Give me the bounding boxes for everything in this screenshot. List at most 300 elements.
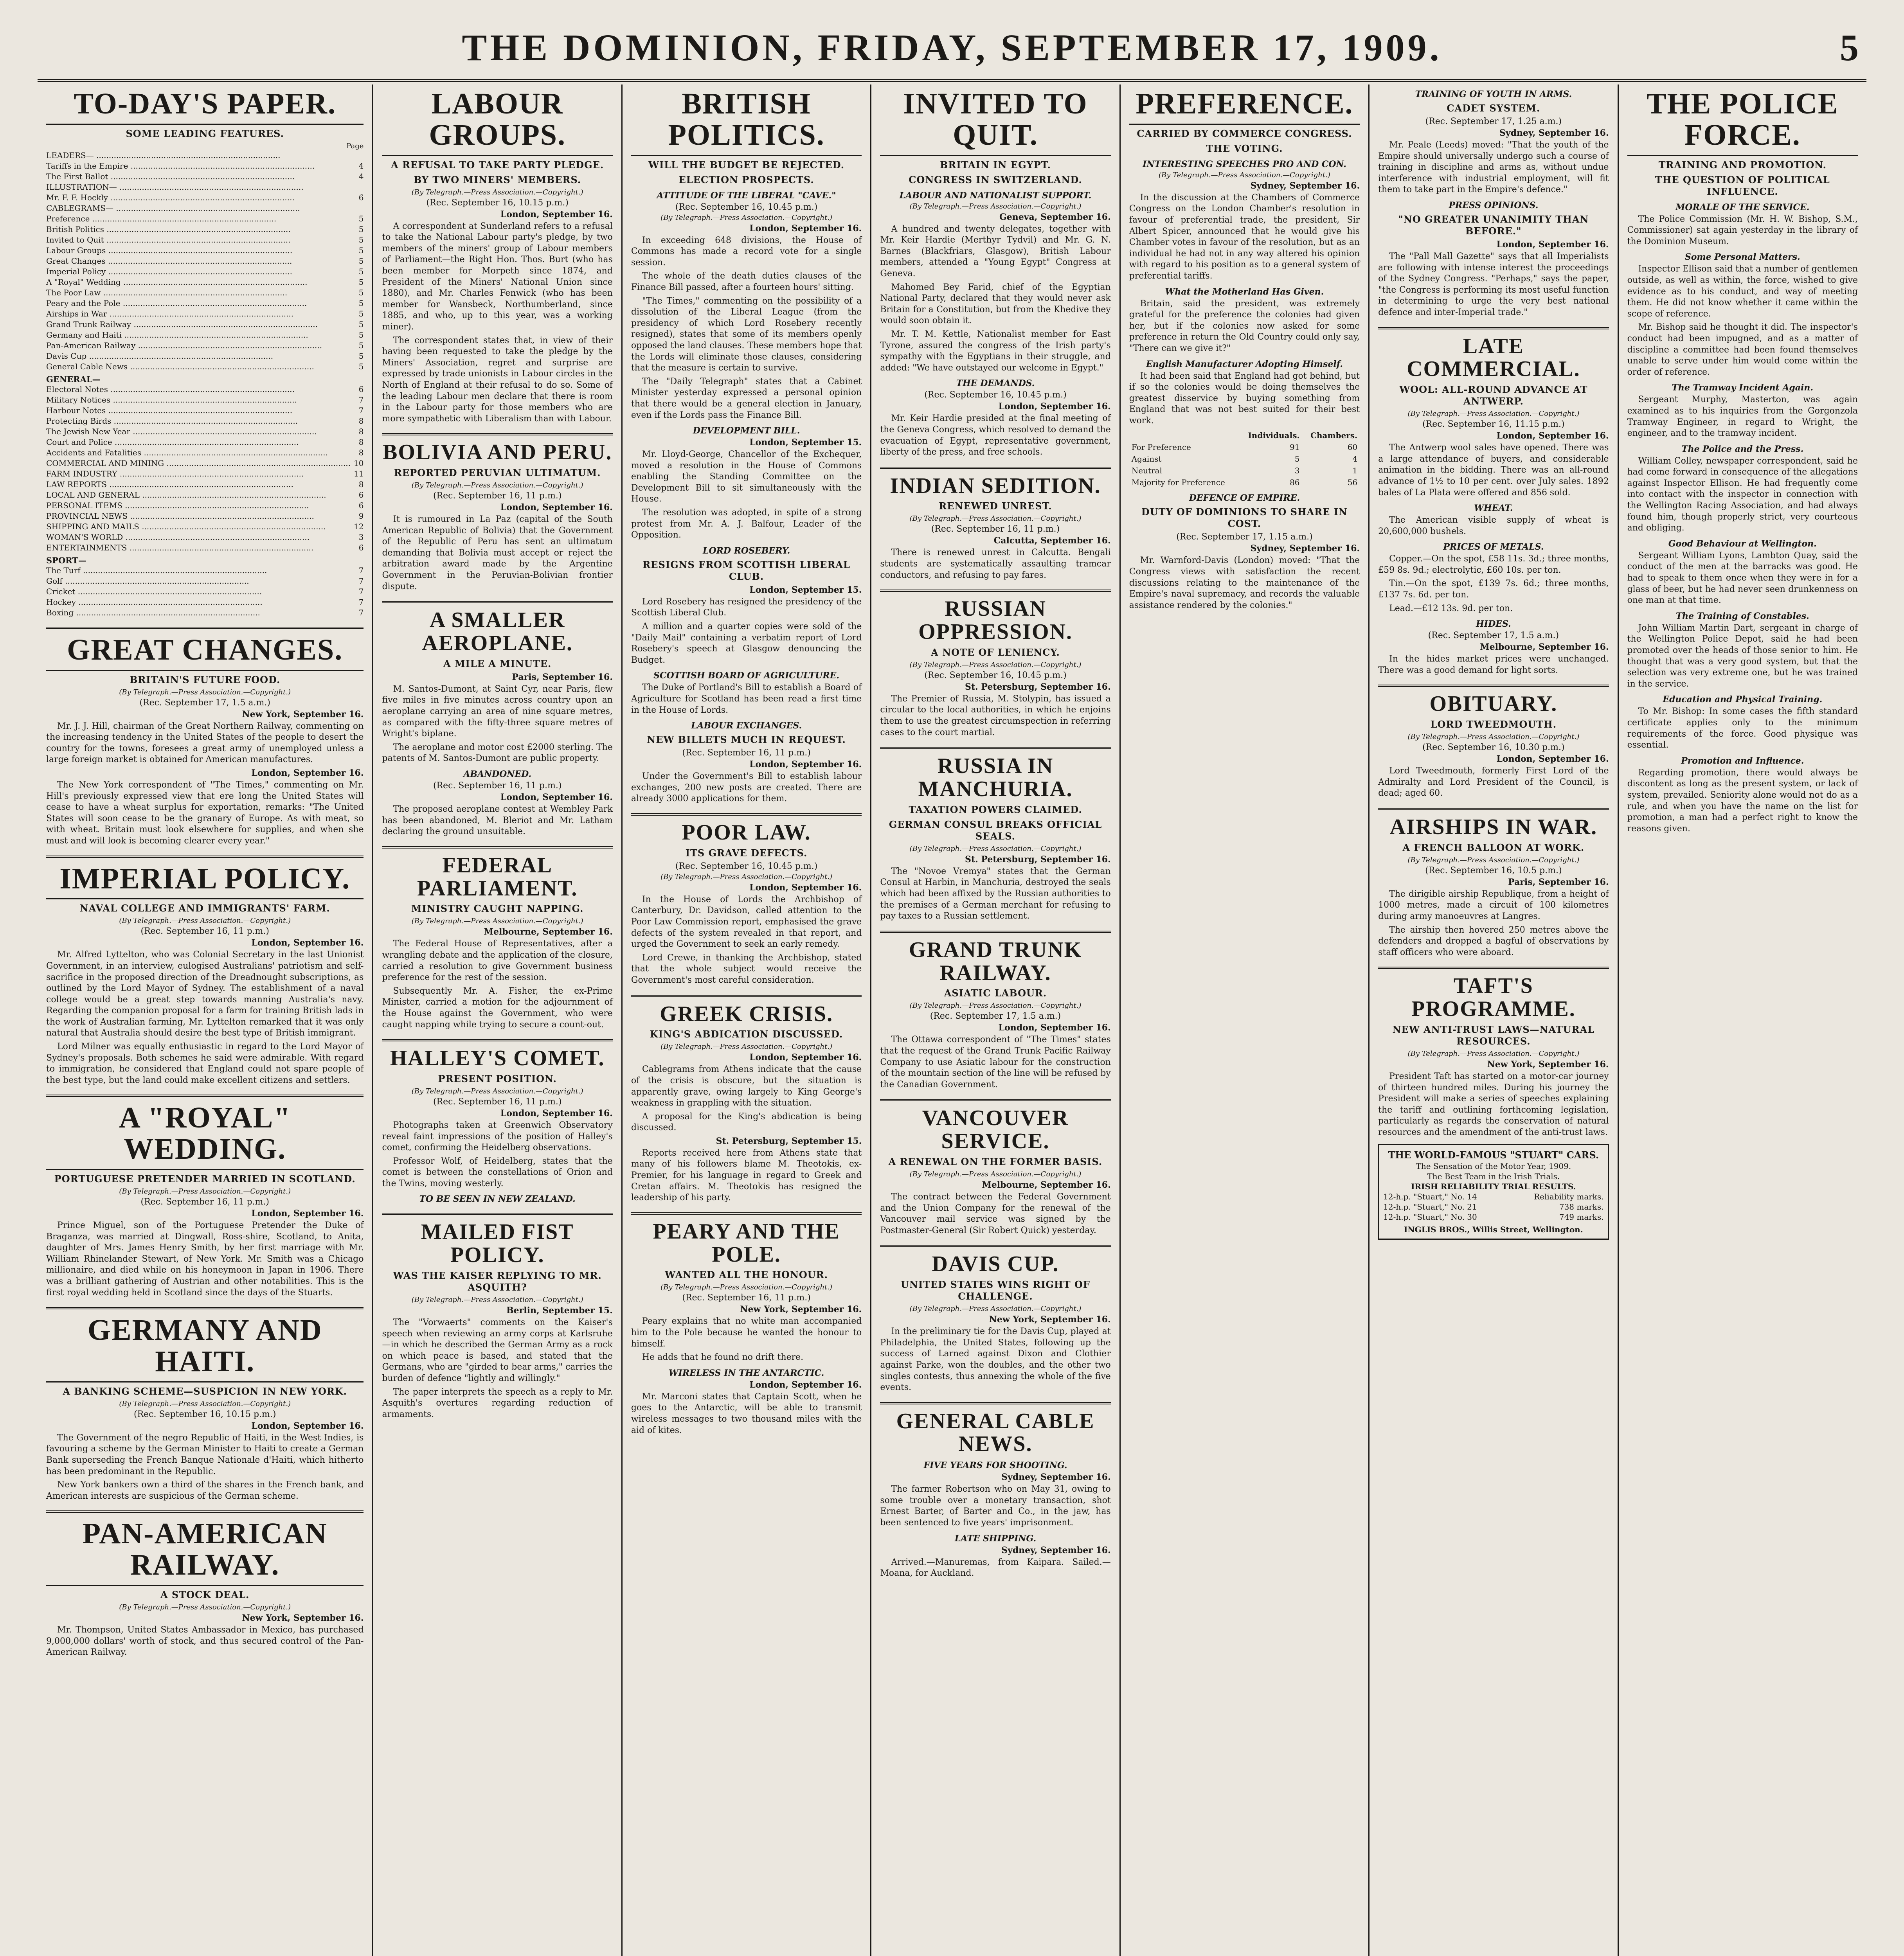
article-dateline: London, September 15. — [749, 437, 862, 448]
article-heading: INVITED TO QUIT. — [880, 88, 1110, 156]
toc-entry-page: 6 — [358, 543, 364, 552]
article-body: Subsequently Mr. A. Fisher, the ex-Prime Minister, carried a motion for the adjournment of the House against the Government, who were caught napping while trying to secure a count-out. — [382, 986, 613, 1030]
article-body: John William Martin Dart, sergeant in charge of the Wellington Police Depot, said he had been promoted over the heads of those senior to him. He thought that was a very good system, but that the selection was very extreme one, but he was trained in the service. — [1627, 623, 1858, 689]
article-dateline: London, September 16. — [749, 1379, 862, 1390]
divider — [631, 813, 862, 816]
toc-entry — [46, 511, 364, 521]
article-paragraph-head: LABOUR AND NATIONALIST SUPPORT. — [899, 190, 1092, 201]
toc-entry-label: Grand Trunk Railway ..... — [46, 319, 356, 330]
article-dateline: London, September 15. — [749, 584, 862, 595]
toc-entry-label: Labour Groups ..... — [46, 245, 356, 256]
toc-entry — [46, 309, 364, 319]
toc-entry — [46, 500, 364, 511]
article-dateline: London, September 16. — [749, 882, 862, 893]
article-heading: POOR LAW. — [682, 820, 811, 845]
vote-label: Against — [1131, 454, 1162, 464]
article-byline: (By Telegraph.—Press Association.—Copyright.) — [411, 1296, 583, 1304]
article-received: (Rec. September 16, 11 p.m.) — [433, 1097, 562, 1107]
toc-entry — [46, 214, 364, 224]
article-dateline: St. Petersburg, September 15. — [716, 1136, 862, 1146]
todays-paper-page-label: Page — [346, 142, 364, 150]
article-body: "The Times," commenting on the possibility of a dissolution of the Liberal League (from the presidency of which Lord Rosebery recently resigned), states that some of its members openly opposed the land clauses. These members hope that the Lords will eliminate those clauses, considering that the measure is certain to survive. — [631, 296, 862, 373]
article-byline: (By Telegraph.—Press Association.—Copyright.) — [909, 1170, 1082, 1178]
toc-entry — [46, 182, 364, 192]
article-subheading: NEW ANTI-TRUST LAWS—NATURAL RESOURCES. — [1392, 1023, 1595, 1047]
toc-entry-page: 7 — [358, 565, 364, 575]
article-subheading: A REFUSAL TO TAKE PARTY PLEDGE. — [391, 159, 604, 171]
toc-sections — [46, 458, 364, 553]
toc-entry-page: 8 — [358, 416, 364, 426]
divider — [880, 1402, 1110, 1404]
toc-entry-label: ILLUSTRATION— ..... — [46, 182, 360, 192]
article-body: The Antwerp wool sales have opened. There was a large attendance of buyers, and considerable animation in the bidding. There was an all-round advance of 1½ to 10 per cent. over July sales. 1892 bales of La Plata were offered and 856 sold. — [1378, 443, 1609, 498]
article-dateline: New York, September 16. — [740, 1304, 862, 1315]
toc-entry-page: 5 — [358, 288, 364, 297]
article-received: (Rec. September 16, 10.5 p.m.) — [1425, 865, 1562, 876]
toc-entry-label: Tariffs in the Empire ..... — [46, 161, 356, 171]
article-paragraph-head: ATTITUDE OF THE LIBERAL "CAVE." — [657, 190, 836, 201]
article-subheading: LORD TWEEDMOUTH. — [1430, 719, 1557, 730]
article-dateline: Sydney, September 16. — [1499, 128, 1609, 138]
article-dateline: London, September 16. — [749, 223, 862, 234]
article-body: A million and a quarter copies were sold of the "Daily Mail" containing a verbatim report of Lord Rosebery's speech at Glasgow denouncing the Budget. — [631, 622, 862, 665]
article-heading: GERMANY AND HAITI. — [46, 1315, 364, 1383]
article-byline: (By Telegraph.—Press Association.—Copyright.) — [119, 1399, 291, 1408]
divider — [1378, 685, 1609, 687]
toc-entry-label: PERSONAL ITEMS ..... — [46, 500, 356, 511]
toc-entry — [46, 576, 364, 586]
toc-entry-label: Pan-American Railway ..... — [46, 340, 356, 351]
toc-entry-label: The Poor Law ..... — [46, 288, 356, 298]
article-body: The Police Commission (Mr. H. W. Bishop, S.M., Commissioner) sat again yesterday in the library of the Dominion Museum. — [1627, 214, 1858, 246]
article-subheading: WAS THE KAISER REPLYING TO MR. ASQUITH? — [393, 1270, 602, 1293]
article-body: In the discussion at the Chambers of Commerce Congress on the London Chamber's resolution in favour of preferential trade, the president, Sir Albert Spicer, announced that he would give his Chamber votes in favour of the resolution, but as an individual he had not in any way altered his opinion with regard to his position as to a general system of preferential tariffs. — [1129, 192, 1360, 281]
article-heading: PEARY AND THE POLE. — [653, 1219, 840, 1267]
article-subheading: NEW BILLETS MUCH IN REQUEST. — [647, 734, 846, 746]
article-dateline: Melbourne, September 16. — [484, 927, 613, 937]
article-subheading: REPORTED PERUVIAN ULTIMATUM. — [394, 467, 601, 479]
article-paragraph-head: English Manufacturer Adopting Himself. — [1146, 359, 1343, 369]
article-received: (Rec. September 17, 1.5 a.m.) — [1428, 631, 1559, 641]
toc-entry-page: 5 — [358, 340, 364, 350]
article-subheading: ITS GRAVE DEFECTS. — [685, 847, 808, 859]
article-dateline: London, September 16. — [251, 938, 364, 948]
article-dateline: Berlin, September 15. — [506, 1305, 613, 1316]
article-heading: RUSSIA IN MANCHURIA. — [918, 754, 1073, 802]
article-paragraph-head: PRESS OPINIONS. — [1449, 200, 1539, 210]
vote-rows — [1129, 441, 1360, 488]
toc-entry-label: Protecting Birds ..... — [46, 416, 356, 426]
article-byline: (By Telegraph.—Press Association.—Copyright.) — [660, 213, 833, 222]
article-received: (Rec. September 16, 10.45 p.m.) — [675, 202, 818, 212]
vote-count: 5 — [1294, 454, 1300, 464]
article-body: Mr. T. M. Kettle, Nationalist member for East Tyrone, assured the congress of the Irish party's sympathy with the Egyptians in their struggle, and added: "We have outstayed our welcome in Egypt." — [880, 329, 1111, 373]
article-body: The "Daily Telegraph" states that a Cabinet Minister yesterday expressed a personal opinion that there would be a general election in January, even if the Lords pass the Finance Bill. — [631, 376, 862, 420]
vote-count: 3 — [1294, 466, 1300, 476]
vote-table — [1129, 430, 1360, 488]
article-heading: PAN-AMERICAN RAILWAY. — [46, 1518, 364, 1586]
article-body: The correspondent states that, in view of their having been requested to take the pledge by the Miners' Association, regret and surprise are expressed by trade unionists in Labour circles in the North of England at their refusal to do so. Some of the leading Labour men declare that there is room in the Labour party for those members who are more sympathetic with Liberalism than with Labour. — [382, 335, 613, 424]
article-heading: LABOUR GROUPS. — [382, 88, 612, 156]
divider — [880, 590, 1110, 592]
toc-entry-label: A "Royal" Wedding ..... — [46, 277, 356, 288]
article-dateline: London, September 16. — [749, 1052, 862, 1063]
article-byline: (By Telegraph.—Press Association.—Copyright.) — [119, 1603, 291, 1611]
article-body: The airship then hovered 250 metres above the defenders and dropped a bagful of observations by staff officers who were aboard. — [1378, 925, 1609, 957]
article-heading: LATE COMMERCIAL. — [1407, 334, 1580, 381]
article-subheading: CARRIED BY COMMERCE CONGRESS. — [1137, 128, 1352, 139]
divider — [46, 856, 364, 858]
article-subheading: CONGRESS IN SWITZERLAND. — [909, 174, 1082, 185]
toc-entry — [46, 543, 364, 553]
toc-entry — [46, 266, 364, 277]
article-body: To Mr. Bishop: In some cases the fifth standard certificate applies only to the minimum requirements of the force. Good physique was essential. — [1627, 707, 1858, 750]
toc-entry-label: The First Ballot ..... — [46, 171, 356, 182]
toc-entry — [46, 521, 364, 532]
article-paragraph-head: DEFENCE OF EMPIRE. — [1189, 493, 1300, 503]
article-dateline: London, September 16. — [998, 401, 1111, 412]
vote-label: Majority for Preference — [1131, 478, 1225, 487]
article-received: (Rec. September 16, 10.45 p.m.) — [924, 390, 1067, 400]
article-heading: MAILED FIST POLICY. — [421, 1220, 574, 1267]
article-body: The resolution was adopted, in spite of a strong protest from Mr. A. J. Balfour, Leader of the Opposition. — [631, 508, 862, 540]
article-dateline: London, September 16. — [500, 792, 613, 802]
vote-count: 91 — [1290, 442, 1300, 452]
article-body: The aeroplane and motor cost £2000 sterling. The patents of M. Santos-Dumont are public property. — [382, 742, 613, 764]
toc-entry-page: 5 — [358, 351, 364, 361]
vote-count: 86 — [1290, 478, 1300, 487]
todays-paper-heading: TO-DAY'S PAPER. — [46, 88, 364, 125]
article-body: Mr. Warnford-Davis (London) moved: "That the Congress views with satisfaction the recent discussions relating to the maintenance of the Empire's naval supremacy, and records the valuable assistance rendered by the colonies." — [1129, 556, 1360, 610]
toc-entry-label: SHIPPING AND MAILS ..... — [46, 521, 351, 532]
toc-entry-page: 5 — [358, 256, 364, 266]
article-body: Inspector Ellison said that a number of gentlemen outside, as well as within, the force, wished to give evidence as to his conduct, and way of meeting them. He did not know whether it came within the scope of reference. — [1627, 264, 1858, 319]
article-subheading: THE QUESTION OF POLITICAL INFLUENCE. — [1655, 174, 1830, 197]
article-subheading: UNITED STATES WINS RIGHT OF CHALLENGE. — [901, 1279, 1090, 1302]
toc-entry — [46, 192, 364, 203]
article-body: The New York correspondent of "The Times," commenting on Mr. Hill's previously expressed view that ere long the United States will cease to have a wheat surplus for exportation, remarks: "The United States will soon cease to be the granary of Europe. As with meat, so with wheat. Britain must look elsewhere for supplies, and when she must and will look is becoming clearer every year." — [46, 780, 364, 846]
toc-entry — [46, 469, 364, 479]
divider — [46, 1307, 364, 1309]
article-subheading: A NOTE OF LENIENCY. — [931, 646, 1060, 658]
masthead-title: THE DOMINION, FRIDAY, SEPTEMBER 17, 1909. — [462, 26, 1442, 68]
article-received: (Rec. September 17, 1.25 a.m.) — [1425, 117, 1562, 126]
article-byline: (By Telegraph.—Press Association.—Copyright.) — [119, 688, 291, 696]
article-dateline: London, September 16. — [1496, 239, 1609, 250]
article-subheading: ELECTION PROSPECTS. — [678, 174, 814, 185]
ad-marks: 738 marks. — [1559, 1202, 1604, 1212]
article-heading: THE POLICE FORCE. — [1627, 88, 1858, 156]
toc-entry-label: Airships in War ..... — [46, 309, 356, 319]
toc-entry — [46, 490, 364, 500]
toc-entry-page: 7 — [358, 608, 364, 617]
toc-entry-label: Hockey ..... — [46, 597, 356, 608]
ad-rows — [1383, 1192, 1603, 1222]
toc-entry-label: LOCAL AND GENERAL ..... — [46, 490, 356, 500]
column-2 — [373, 84, 622, 1956]
article-subheading: TRAINING AND PROMOTION. — [1658, 159, 1827, 171]
ad-marks: Reliability marks. — [1534, 1192, 1604, 1201]
toc-entry-page: 5 — [358, 319, 364, 329]
article-byline: (By Telegraph.—Press Association.—Copyright.) — [909, 202, 1082, 210]
article-dateline: Sydney, September 16. — [1250, 180, 1360, 191]
article-heading: GRAND TRUNK RAILWAY. — [909, 937, 1082, 985]
article-dateline: London, September 16. — [998, 1023, 1111, 1033]
toc-entry-page: 6 — [358, 500, 364, 510]
article-byline: (By Telegraph.—Press Association.—Copyright.) — [1407, 733, 1580, 741]
article-paragraph-head: WIRELESS IN THE ANTARCTIC. — [668, 1368, 824, 1378]
toc-entry-label: General Cable News ..... — [46, 361, 356, 372]
article-body: Mr. Peale (Leeds) moved: "That the youth of the Empire should universally undergo such a course of training in discipline and arms as, without undue interference with industrial employment, will fit them to take part in the Empire's defence." — [1378, 140, 1609, 195]
article-body: A correspondent at Sunderland refers to a refusal to take the National Labour party's pledge, by two members of the miners' group of Labour members of Parliament—the Right Hon. Thos. Burt (who has been member for Morpeth since 1874, and President of the Miners' National Union since 1880), and Mr. Charles Fenwick (who has been member for Wansbeck, Northumberland, since 1885, and who, up to this year, was a working miner). — [382, 221, 613, 332]
divider — [382, 1039, 612, 1041]
toc-entry-label: COMMERCIAL AND MINING ..... — [46, 458, 351, 469]
vote-row — [1129, 453, 1360, 465]
article-received: (Rec. September 16, 11 p.m.) — [433, 780, 562, 791]
vote-col-header: Individuals. — [1248, 431, 1300, 440]
toc-entry-label: CABLEGRAMS— ..... — [46, 203, 360, 214]
toc-entry-page: 5 — [358, 330, 364, 340]
stuart-cars-advertisement — [1378, 1144, 1609, 1240]
article-subheading: A MILE A MINUTE. — [443, 658, 552, 669]
toc-entry — [46, 245, 364, 256]
toc-entry-label: Golf ..... — [46, 576, 356, 586]
article-byline: (By Telegraph.—Press Association.—Copyright.) — [909, 1001, 1082, 1010]
article-subheading: RENEWED UNREST. — [939, 500, 1052, 512]
article-paragraph-head: ABANDONED. — [463, 769, 532, 779]
article-body: A proposal for the King's abdication is being discussed. — [631, 1111, 862, 1133]
ad-line: IRISH RELIABILITY TRIAL RESULTS. — [1411, 1181, 1576, 1191]
toc-entry-label: Invited to Quit ..... — [46, 235, 356, 245]
article-dateline: London, September 16. — [251, 768, 364, 778]
toc-entry-label: Imperial Policy ..... — [46, 266, 356, 277]
article-paragraph-head: The Police and the Press. — [1681, 444, 1804, 454]
article-dateline: New York, September 16. — [242, 709, 364, 719]
toc-entry-label: Germany and Haiti ..... — [46, 330, 356, 340]
toc-entry-page: 3 — [358, 532, 364, 542]
article-byline: (By Telegraph.—Press Association.—Copyright.) — [660, 1283, 833, 1292]
vote-row — [1129, 465, 1360, 476]
article-body: Mr. Thompson, United States Ambassador in Mexico, has purchased 9,000,000 dollars' worth of stock, and thus secured control of the Pan-American Railway. — [46, 1625, 364, 1658]
toc-entry-page: 12 — [354, 521, 364, 531]
article-dateline: Sydney, September 16. — [1001, 1472, 1111, 1483]
toc-entry-page — [360, 203, 364, 214]
article-subheading: WILL THE BUDGET BE REJECTED. — [648, 159, 845, 171]
column-7 — [1619, 84, 1866, 1956]
toc-entry-label: PROVINCIAL NEWS ..... — [46, 511, 356, 521]
toc-entry-page: 5 — [358, 245, 364, 255]
article-received: (Rec. September 17, 1.5 a.m.) — [139, 698, 270, 708]
article-subheading: A BANKING SCHEME—SUSPICION IN NEW YORK. — [63, 1385, 347, 1397]
toc-entry — [46, 384, 364, 395]
toc-entry-page: 7 — [358, 405, 364, 415]
article-body: Lord Tweedmouth, formerly First Lord of the Admiralty and Lord President of the Council, is dead; aged 60. — [1378, 766, 1609, 798]
toc-entry-label: Great Changes ..... — [46, 256, 356, 266]
toc-entry-label: Preference ..... — [46, 214, 356, 224]
article-body: In exceeding 648 divisions, the House of Commons has made a record vote for a single session. — [631, 235, 862, 268]
toc-entry-label: FARM INDUSTRY ..... — [46, 469, 351, 479]
article-dateline: Paris, September 16. — [1508, 877, 1609, 887]
article-body: The paper interprets the speech as a reply to Mr. Asquith's overtures regarding reduction of armaments. — [382, 1387, 613, 1419]
toc-entry-label: Accidents and Fatalities ..... — [46, 448, 356, 458]
ad-title: THE WORLD-FAMOUS "STUART" CARS. — [1388, 1149, 1599, 1161]
article-paragraph-head: PRICES OF METALS. — [1443, 542, 1544, 552]
article-body: It is rumoured in La Paz (capital of the South American Republic of Bolivia) that the Government of the Republic of Peru has sent an ultimatum demanding that Bolivia must accept or reject the arbitration award made by the Argentine Government in the Peruvian-Bolivian frontier dispute. — [382, 514, 613, 591]
divider — [880, 1099, 1110, 1101]
toc-entry — [46, 150, 364, 161]
article-body: Under the Government's Bill to establish labour exchanges, 200 new posts are created. There are already 3000 applications for them. — [631, 771, 862, 804]
article-dateline: St. Petersburg, September 16. — [965, 854, 1111, 865]
ad-footer: INGLIS BROS., Willis Street, Wellington. — [1404, 1224, 1583, 1234]
article-body: The dirigible airship Republique, from a height of 1000 metres, made a circuit of 100 kilometres during army manoeuvres at Langres. — [1378, 889, 1609, 921]
article-dateline: Melbourne, September 16. — [982, 1179, 1111, 1190]
toc-entry-page: 5 — [358, 235, 364, 244]
ad-line: The Sensation of the Motor Year, 1909. — [1416, 1161, 1571, 1171]
article-body: In the hides market prices were unchanged. There was a good demand for light sorts. — [1378, 654, 1609, 675]
article-body: The farmer Robertson who on May 31, owing to some trouble over a monetary transaction, shot Ernest Barter, of Barter and Co., in the jaw, has been sentenced to five years' imprisonment. — [880, 1484, 1111, 1528]
article-body: Lord Milner was equally enthusiastic in regard to the Lord Mayor of Sydney's proposals. Both schemes he said were admirable. With regard to immigration, he considered that England could not spare people of the best type, but the land could make excellent citizens and settlers. — [46, 1042, 364, 1085]
divider — [46, 1510, 364, 1513]
article-paragraph-head: TRAINING OF YOUTH IN ARMS. — [1415, 89, 1572, 99]
article-received: (Rec. September 16, 11 p.m.) — [140, 926, 269, 937]
article-heading: OBITUARY. — [1429, 692, 1558, 716]
toc-entry — [46, 171, 364, 182]
toc-entry — [46, 161, 364, 171]
toc-entry-page: 10 — [354, 458, 364, 468]
toc-entry-label: Electoral Notes ..... — [46, 384, 356, 395]
article-received: (Rec. September 16, 10.45 p.m.) — [675, 861, 818, 871]
toc-general-heading: GENERAL— — [46, 374, 101, 384]
ad-marks: 749 marks. — [1559, 1212, 1604, 1222]
vote-label: Neutral — [1131, 466, 1162, 476]
divider — [880, 1245, 1110, 1247]
article-dateline: Sydney, September 16. — [1001, 1545, 1111, 1555]
vote-table-corner — [1129, 430, 1239, 441]
article-paragraph-head: MORALE OF THE SERVICE. — [1675, 202, 1810, 212]
article-heading: DAVIS CUP. — [932, 1252, 1059, 1276]
article-heading: VANCOUVER SERVICE. — [922, 1106, 1069, 1154]
article-paragraph-head: DEVELOPMENT BILL. — [693, 426, 800, 436]
toc-entry — [46, 340, 364, 351]
toc-entry — [46, 256, 364, 266]
article-byline: (By Telegraph.—Press Association.—Copyright.) — [1159, 171, 1330, 179]
article-byline: (By Telegraph.—Press Association.—Copyright.) — [411, 917, 583, 926]
article-received: (Rec. September 16, 10.45 p.m.) — [924, 670, 1067, 680]
article-body: He adds that he found no drift there. — [642, 1352, 804, 1363]
toc-entry — [46, 298, 364, 309]
ad-model: 12-h.p. "Stuart," No. 21 — [1383, 1202, 1477, 1212]
toc-entry-page: 5 — [358, 309, 364, 318]
article-paragraph-head: INTERESTING SPEECHES PRO AND CON. — [1143, 159, 1346, 169]
divider — [46, 1095, 364, 1097]
article-heading: FEDERAL PARLIAMENT. — [417, 853, 578, 901]
article-heading: HALLEY'S COMET. — [390, 1046, 605, 1071]
toc-entry — [46, 395, 364, 405]
masthead — [38, 16, 1866, 82]
article-subheading: NAVAL COLLEGE AND IMMIGRANTS' FARM. — [79, 902, 330, 914]
article-subheading: CADET SYSTEM. — [1447, 102, 1540, 114]
article-received: (Rec. September 16, 11 p.m.) — [931, 524, 1060, 534]
toc-entry — [46, 586, 364, 597]
divider — [1378, 808, 1609, 810]
ad-result-row — [1383, 1192, 1603, 1202]
toc-entry-label: British Politics ..... — [46, 224, 356, 235]
toc-entry — [46, 479, 364, 490]
ad-line: The Best Team in the Irish Trials. — [1427, 1171, 1560, 1181]
ad-model: 12-h.p. "Stuart," No. 14 — [1383, 1192, 1477, 1201]
article-body: Lord Rosebery has resigned the presidency of the Scottish Liberal Club. — [631, 597, 862, 618]
toc-entries — [46, 150, 364, 372]
toc-entry — [46, 458, 364, 469]
article-body: William Colley, newspaper correspondent, said he had come forward in consequence of the allegations against Inspector Ellison. He had frequently come into contact with the inspector in connection with the Wellington Racing Association, and had always found him, though properly strict, very courteous and obliging. — [1627, 456, 1858, 533]
toc-entry-page: 8 — [358, 437, 364, 447]
vote-col-header: Chambers. — [1310, 431, 1358, 440]
article-heading: A SMALLER AEROPLANE. — [422, 608, 573, 656]
divider — [631, 1212, 862, 1215]
article-body: The Federal House of Representatives, after a wrangling debate and the application of the closure, carried a resolution to give Government business preference for the rest of the session. — [382, 939, 613, 983]
article-subheading: KING'S ABDICATION DISCUSSED. — [650, 1028, 843, 1040]
toc-entry-page: 8 — [358, 426, 364, 436]
toc-entry-page: 11 — [354, 469, 364, 478]
article-heading: INDIAN SEDITION. — [890, 473, 1101, 498]
toc-entry — [46, 437, 364, 448]
article-subheading: GERMAN CONSUL BREAKS OFFICIAL SEALS. — [889, 818, 1102, 842]
article-heading: GREEK CRISIS. — [660, 1001, 833, 1026]
article-body: New York bankers own a third of the shares in the French bank, and American interests are suspicious of the German scheme. — [46, 1480, 364, 1501]
article-body: Reports received here from Athens state that many of his followers blame M. Theotokis, ex-Premier, for his language in regard to Greek and Cretan affairs. M. Theotokis has resigned the leadership of his party. — [631, 1148, 862, 1203]
article-dateline: St. Petersburg, September 16. — [965, 681, 1111, 692]
article-body: The contract between the Federal Government and the Union Company for the renewal of the Vancouver mail service was signed by the Postmaster-General (Sir Robert Quick) yesterday. — [880, 1192, 1111, 1235]
article-body: In the preliminary tie for the Davis Cup, played at Philadelphia, the United States, following up the success of Larned against Dixon and Clothier against Parke, won the doubles, and the other two singles contests, thus annexing the whole of the five events. — [880, 1327, 1111, 1393]
article-paragraph-head: FIVE YEARS FOR SHOOTING. — [923, 1460, 1067, 1471]
article-dateline: Paris, September 16. — [512, 672, 613, 682]
article-received: (Rec. September 17, 1.15 a.m.) — [1176, 532, 1313, 542]
article-heading: RUSSIAN OPPRESSION. — [918, 597, 1073, 644]
article-body: The "Novoe Vremya" states that the German Consul at Harbin, in Manchuria, destroyed the seals which had been affixed by the Russian authorities to the premises of a German merchant for refusing to pay taxes to a Russian settlement. — [880, 866, 1111, 921]
divider — [880, 931, 1110, 933]
divider — [880, 747, 1110, 749]
toc-entry-page: 5 — [358, 361, 364, 371]
toc-entry-page: 5 — [358, 266, 364, 276]
article-paragraph-head: What the Motherland Has Given. — [1165, 286, 1324, 297]
article-subheading: DUTY OF DOMINIONS TO SHARE IN COST. — [1141, 506, 1348, 530]
article-dateline: New York, September 16. — [989, 1314, 1111, 1325]
article-received: (Rec. September 16, 11.15 p.m.) — [1422, 419, 1565, 430]
article-received: (Rec. September 16, 10.15 p.m.) — [426, 198, 569, 208]
article-byline: (By Telegraph.—Press Association.—Copyright.) — [119, 917, 291, 925]
toc-entry-page: 6 — [358, 192, 364, 202]
article-byline: (By Telegraph.—Press Association.—Copyright.) — [411, 481, 583, 490]
toc-entry-page: 7 — [358, 576, 364, 586]
article-subheading: BRITAIN'S FUTURE FOOD. — [130, 674, 281, 685]
toc-entry-label: The Jewish New Year ..... — [46, 426, 356, 437]
article-subheading: ASIATIC LABOUR. — [944, 987, 1047, 999]
article-dateline: London, September 16. — [500, 209, 613, 219]
article-received: (Rec. September 16, 10.15 p.m.) — [134, 1409, 276, 1419]
article-body: In the House of Lords the Archbishop of Canterbury, Dr. Davidson, called attention to the Poor Law Commission report, emphasised the grave defects of the system revealed in that report, and urged the Government to seek an early remedy. — [631, 894, 862, 949]
article-received: (Rec. September 16, 11 p.m.) — [433, 491, 562, 501]
toc-entry-label: WOMAN'S WORLD ..... — [46, 532, 356, 543]
column-4 — [871, 84, 1120, 1956]
article-heading: AIRSHIPS IN WAR. — [1389, 815, 1598, 840]
article-body: A hundred and twenty delegates, together with Mr. Keir Hardie (Merthyr Tydvil) and Mr. G. N. Barnes (Blackfriars, Glasgow), British Labour members, attended a "Young Egypt" Congress at Geneva. — [880, 224, 1111, 279]
toc-entry — [46, 361, 364, 372]
column-1 — [38, 84, 373, 1956]
article-subheading: BRITAIN IN EGYPT. — [940, 159, 1051, 171]
article-body: The whole of the death duties clauses of the Finance Bill passed, after a fourteen hours' sitting. — [631, 271, 862, 292]
article-body: Mr. Bishop said he thought it did. The inspector's conduct had been impugned, and as a matter of discipline a committee had been found themselves unable to serve under him would come within the order of reference. — [1627, 322, 1858, 377]
article-subheading: "NO GREATER UNANIMITY THAN BEFORE." — [1398, 213, 1589, 237]
